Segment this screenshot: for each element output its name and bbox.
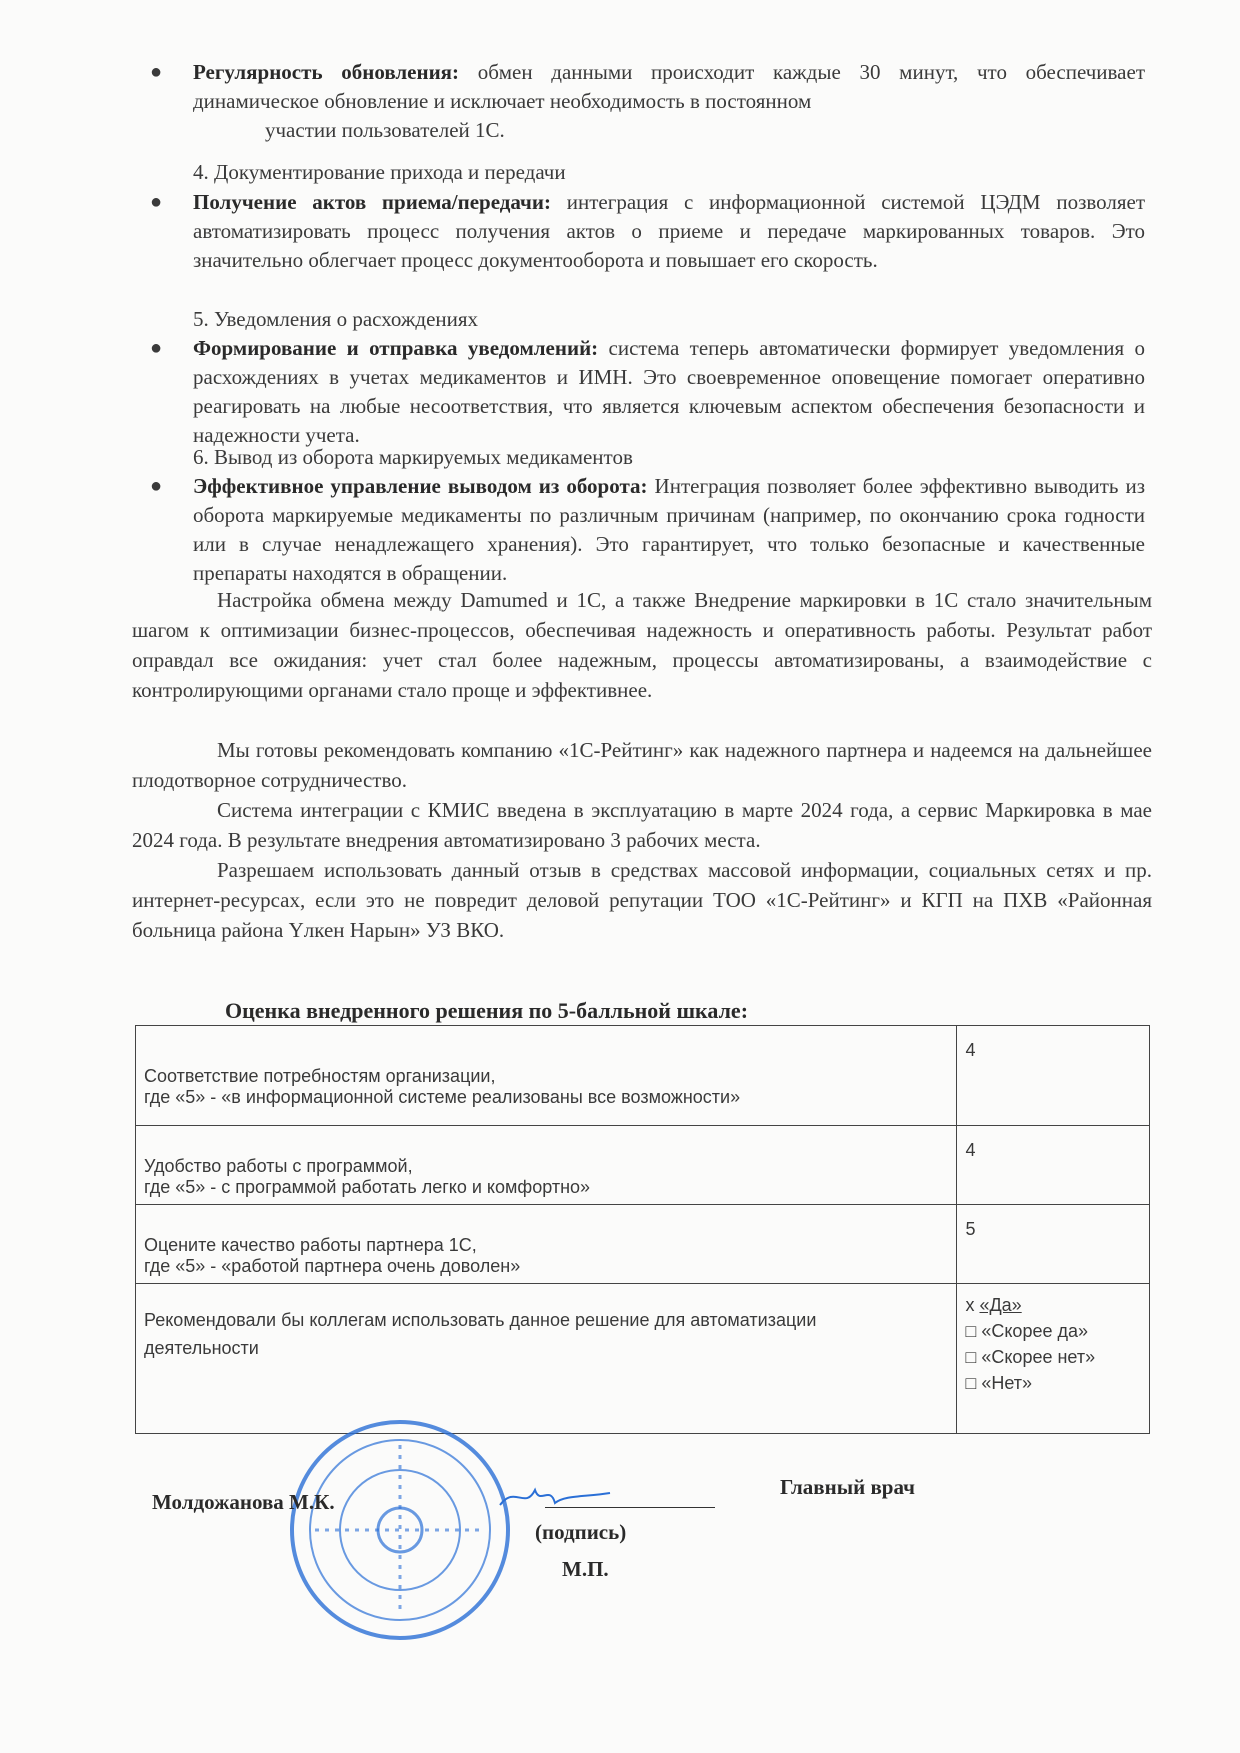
option-label: «Да»	[979, 1295, 1022, 1315]
option-label: «Скорее нет»	[981, 1347, 1096, 1367]
question-hint: где «5» - «работой партнера очень доволен»	[144, 1256, 521, 1276]
options-cell	[957, 1284, 1150, 1434]
rating-title: Оценка внедренного решения по 5-балльной шкале:	[225, 998, 749, 1023]
paragraph-summary: Настройка обмена между Damumed и 1С, а также Внедрение маркировки в 1С стало значительным шагом к оптимизации бизнес-процессов, обеспечивая надежность и оперативность работы. Результат работ оправдал все ожидания: учет стал более надежным, процессы автоматизированы, а взаимодействие с контролирующими органами стало проще и эффективнее.	[132, 588, 1152, 702]
signature-caption: (подпись)	[535, 1520, 627, 1544]
question-cell	[136, 1126, 957, 1205]
option-yes[interactable]	[965, 1292, 1141, 1318]
stamp-icon	[285, 1415, 515, 1645]
signature-line	[545, 1507, 715, 1508]
bullet-icon: ●	[150, 475, 163, 497]
bullet-continuation: участии пользователей 1С.	[265, 118, 505, 142]
checkbox-icon: □	[965, 1347, 977, 1367]
option-rather-no[interactable]	[965, 1344, 1141, 1370]
question-line: Соответствие потребностям организации,	[144, 1066, 496, 1086]
paragraph-permission: Разрешаем использовать данный отзыв в средствах массовой информации, социальных сетях и пр. интернет-ресурсах, если это не повредит деловой репутации ТОО «1С-Рейтинг» и КГП на ПХВ «Районная больница района Үлкен Нарын» УЗ ВКО.	[132, 858, 1152, 942]
paragraph-recommendation: Мы готовы рекомендовать компанию «1С-Рейтинг» как надежного партнера и надеемся на дальнейшее плодотворное сотрудничество.	[132, 738, 1152, 792]
signatory-name: Молдожанова М.К.	[152, 1490, 335, 1514]
question-cell	[136, 1205, 957, 1284]
score-cell: 4	[957, 1026, 1150, 1126]
option-label: «Скорее да»	[981, 1321, 1088, 1341]
score-cell: 5	[957, 1205, 1150, 1284]
signature-scribble-icon	[495, 1475, 615, 1515]
bullet-text: интеграция с информационной системой ЦЭДМ позволяет автоматизировать процесс получения актов о приеме и передаче маркированных товаров. Это значительно облегчает процесс документооборота и повышает его скорость.	[193, 190, 1145, 272]
question-line: Удобство работы с программой,	[144, 1156, 413, 1176]
stamp-label: М.П.	[562, 1557, 609, 1581]
question-cell	[136, 1284, 957, 1434]
bullet-title: Эффективное управление выводом из оборота:	[193, 474, 648, 498]
bullet-acts	[150, 188, 1145, 275]
bullet-icon: ●	[150, 61, 163, 83]
bullet-title: Получение актов приема/передачи:	[193, 190, 551, 214]
checkbox-icon: □	[965, 1321, 977, 1341]
table-row	[136, 1205, 1150, 1284]
bullet-title: Формирование и отправка уведомлений:	[193, 336, 599, 360]
question-hint: где «5» - с программой работать легко и комфортно»	[144, 1177, 591, 1197]
checked-mark-icon: x	[965, 1295, 975, 1315]
section-heading-5: 5. Уведомления о расхождениях	[193, 307, 479, 331]
paragraph-deployment: Система интеграции с КМИС введена в эксплуатацию в марте 2024 года, а сервис Маркировка в мае 2024 года. В результате внедрения автоматизировано 3 рабочих места.	[132, 798, 1152, 852]
section-heading-6: 6. Вывод из оборота маркируемых медикаментов	[193, 445, 633, 469]
bullet-withdrawal	[150, 472, 1145, 588]
section-heading-4: 4. Документирование прихода и передачи	[193, 160, 566, 184]
question-line: Рекомендовали бы коллегам использовать данное решение для автоматизации	[144, 1310, 817, 1330]
question-hint: деятельности	[144, 1338, 259, 1358]
score-cell: 4	[957, 1126, 1150, 1205]
question-cell	[136, 1026, 957, 1126]
bullet-notifications	[150, 334, 1145, 450]
option-no[interactable]	[965, 1370, 1141, 1396]
table-row	[136, 1126, 1150, 1205]
bullet-text: система теперь автоматически формирует уведомления о расхождениях в учетах медикаментов и ИМН. Это своевременное оповещение помогает оперативно реагировать на любые несоответствия, что является ключевым аспектом обеспечения безопасности и надежности учета.	[193, 336, 1145, 447]
table-row	[136, 1026, 1150, 1126]
checkbox-icon: □	[965, 1373, 977, 1393]
bullet-text: обмен данными происходит каждые 30 минут, что обеспечивает динамическое обновление и исключает необходимость в постоянном	[193, 60, 1145, 113]
table-row	[136, 1284, 1150, 1434]
rating-table	[135, 1025, 1150, 1434]
bullet-icon: ●	[150, 337, 163, 359]
option-label: «Нет»	[981, 1373, 1033, 1393]
question-line: Оцените качество работы партнера 1С,	[144, 1235, 477, 1255]
bullet-title: Регулярность обновления:	[193, 60, 460, 84]
option-rather-yes[interactable]	[965, 1318, 1141, 1344]
bullet-update-frequency	[150, 58, 1145, 145]
bullet-text: Интеграция позволяет более эффективно выводить из оборота маркируемые медикаменты по различным причинам (например, по окончанию срока годности или в случае ненадлежащего хранения). Это гарантирует, что только безопасные и качественные препараты находятся в обращении.	[193, 474, 1146, 585]
bullet-icon: ●	[150, 191, 163, 213]
question-hint: где «5» - «в информационной системе реализованы все возможности»	[144, 1087, 741, 1107]
signatory-position: Главный врач	[780, 1475, 915, 1499]
